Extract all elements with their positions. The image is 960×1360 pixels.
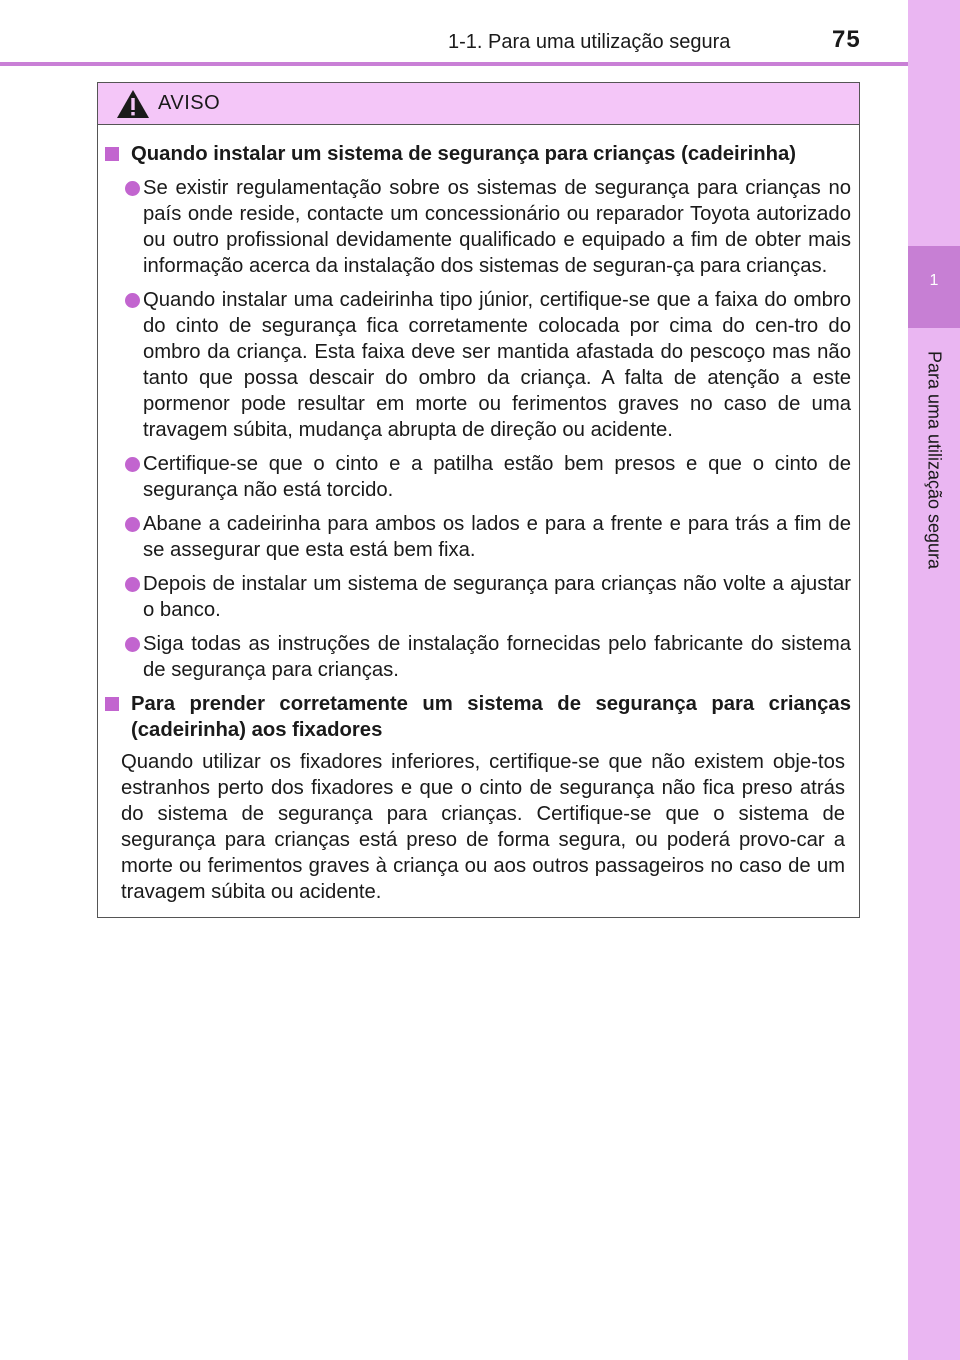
- chapter-number-tab: 1: [908, 246, 960, 328]
- warning-box: [97, 82, 860, 918]
- list-item: Abane a cadeirinha para ambos os lados e para a frente e para trás a fim de se assegurar que esta está bem fixa.: [98, 511, 859, 563]
- warning-label: AVISO: [158, 92, 221, 114]
- round-bullet-icon: [125, 457, 140, 472]
- section-heading: Para prender corretamente um sistema de segurança para crianças (cadeirinha) aos fixadores: [98, 691, 859, 743]
- list-item: Certifique-se que o cinto e a patilha estão bem presos e que o cinto de segurança não está torcido.: [98, 451, 859, 503]
- chapter-title-vertical: Para uma utilização segura: [924, 350, 945, 570]
- list-item: Se existir regulamentação sobre os sistemas de segurança para crianças no país onde reside, contacte um concessionário ou reparador Toyota autorizado ou outro profissional devidamente qualificado e equipado a fim de obter mais informação acerca da instalação dos sistemas de seguran-ça para crianças.: [98, 175, 859, 279]
- section-heading: Quando instalar um sistema de segurança para crianças (cadeirinha): [98, 141, 859, 167]
- round-bullet-icon: [125, 293, 140, 308]
- warning-content: [98, 141, 859, 905]
- list-item: Siga todas as instruções de instalação fornecidas pelo fabricante do sistema de segurança para crianças.: [98, 631, 859, 683]
- page-number: 75: [832, 26, 861, 53]
- list-item: Quando instalar uma cadeirinha tipo júnior, certifique-se que a faixa do ombro do cinto de segurança fica corretamente colocada por cima do cen-tro do ombro da criança. Esta faixa deve ser mantida afastada do pescoço mas não tanto que possa descair do ombro da criança. A falta de atenção a este pormenor pode resultar em morte ou ferimentos graves no caso de uma travagem súbita, mudança abrupta de direção ou acidente.: [98, 287, 859, 443]
- square-bullet-icon: [105, 147, 119, 161]
- square-bullet-icon: [105, 697, 119, 711]
- header-rule: [0, 62, 908, 66]
- section-paragraph: Quando utilizar os fixadores inferiores, certifique-se que não existem obje-tos estranhos perto dos fixadores e que o cinto de segurança não fica preso atrás do sistema de segurança para crianças. Certifique-se que o sistema de segurança para crianças está preso de forma segura, ou poderá provo-car a morte ou ferimentos graves à criança ou aos outros passageiros no caso de um travagem súbita ou acidente.: [121, 751, 845, 903]
- list-item: Depois de instalar um sistema de segurança para crianças não volte a ajustar o banco.: [98, 571, 859, 623]
- round-bullet-icon: [125, 577, 140, 592]
- chapter-side-tab: [908, 0, 960, 1360]
- round-bullet-icon: [125, 181, 140, 196]
- running-header-title: 1-1. Para uma utilização segura: [448, 31, 731, 53]
- warning-header: [98, 83, 859, 125]
- round-bullet-icon: [125, 637, 140, 652]
- round-bullet-icon: [125, 517, 140, 532]
- warning-triangle-icon: [116, 89, 150, 119]
